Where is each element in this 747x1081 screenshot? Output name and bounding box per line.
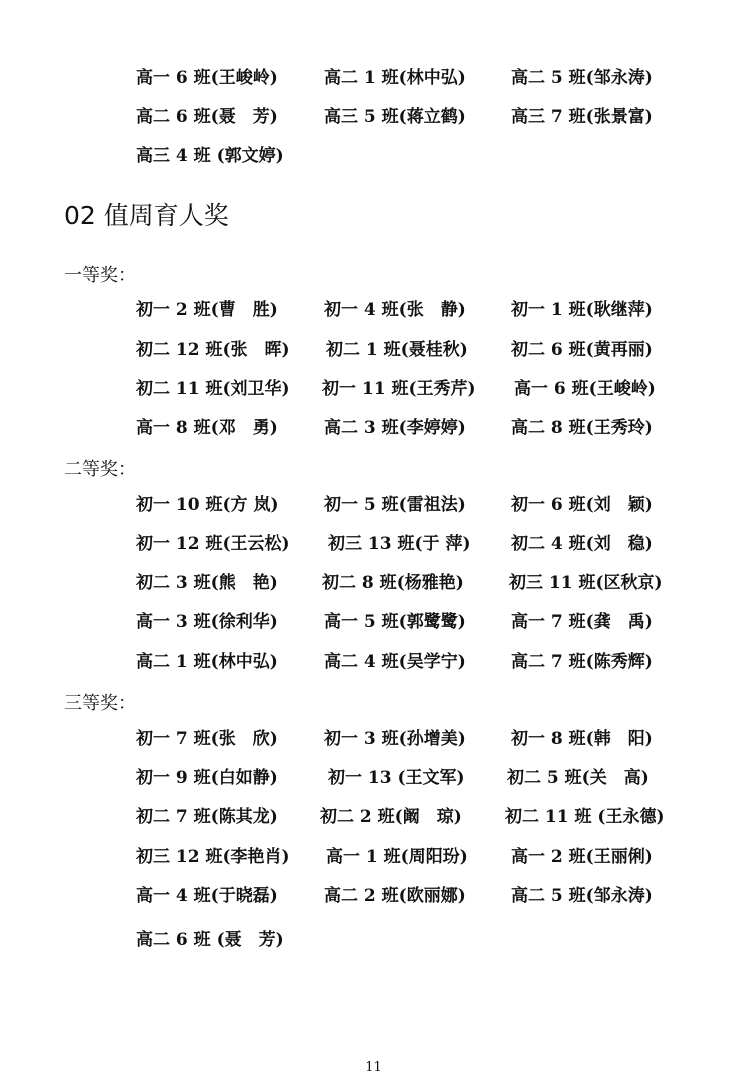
second-prize-row — [0, 607, 747, 637]
class-entry: 高二 5 班(邹永涛) — [511, 68, 653, 88]
class-entry: 初一 10 班(方 岚) — [136, 495, 279, 515]
class-entry: 初一 3 班(孙增美) — [324, 729, 466, 749]
page-number: 11 — [365, 1060, 382, 1075]
first-prize-row — [0, 295, 747, 325]
class-entry: 初一 4 班(张 静) — [324, 300, 466, 320]
class-entry: 初二 3 班(熊 艳) — [136, 573, 278, 593]
class-entry: 初二 2 班(阚 琼) — [320, 807, 462, 827]
intro-row — [0, 102, 747, 132]
class-entry: 高二 1 班(林中弘) — [324, 68, 466, 88]
class-entry: 初一 12 班(王云松) — [136, 534, 290, 554]
class-entry: 高二 8 班(王秀玲) — [511, 418, 653, 438]
class-entry: 初一 13 (王文军) — [328, 768, 465, 788]
third-prize-row — [0, 802, 747, 832]
class-entry: 初三 11 班(区秋京) — [509, 573, 663, 593]
second-prize-row — [0, 568, 747, 598]
class-entry: 初二 6 班(黄再丽) — [511, 340, 653, 360]
class-entry: 高二 3 班(李婷婷) — [324, 418, 466, 438]
class-entry: 初二 11 班(刘卫华) — [136, 379, 290, 399]
class-entry: 高二 1 班(林中弘) — [136, 652, 278, 672]
first-prize-row — [0, 335, 747, 365]
first-prize-label: 一等奖： — [64, 265, 136, 286]
class-entry: 高二 6 班(聂 芳) — [136, 107, 278, 127]
third-prize-label: 三等奖： — [64, 693, 136, 714]
intro-row — [0, 141, 747, 171]
class-entry: 高一 4 班(于晓磊) — [136, 886, 278, 906]
class-entry: 高三 7 班(张景富) — [511, 107, 653, 127]
class-entry: 初一 6 班(刘 颖) — [511, 495, 653, 515]
class-entry: 高二 7 班(陈秀辉) — [511, 652, 653, 672]
second-prize-row — [0, 647, 747, 677]
third-prize-row — [0, 763, 747, 793]
class-entry: 初二 5 班(关 高) — [507, 768, 649, 788]
second-prize-row — [0, 490, 747, 520]
class-entry: 高一 8 班(邓 勇) — [136, 418, 278, 438]
class-entry: 初一 2 班(曹 胜) — [136, 300, 278, 320]
class-entry: 高一 5 班(郭鹭鹭) — [324, 612, 466, 632]
first-prize-row — [0, 413, 747, 443]
class-entry: 高二 4 班(吴学宁) — [324, 652, 466, 672]
third-prize-row — [0, 724, 747, 754]
class-entry: 初二 4 班(刘 稳) — [511, 534, 653, 554]
class-entry: 高二 2 班(欧丽娜) — [324, 886, 466, 906]
class-entry: 初二 8 班(杨雅艳) — [322, 573, 464, 593]
second-prize-row — [0, 529, 747, 559]
class-entry: 初三 13 班(于 萍) — [328, 534, 471, 554]
class-entry: 初三 12 班(李艳肖) — [136, 847, 290, 867]
class-entry: 初一 1 班(耿继萍) — [511, 300, 653, 320]
second-prize-label: 二等奖： — [64, 459, 136, 480]
class-entry: 初一 7 班(张 欣) — [136, 729, 278, 749]
class-entry: 高一 7 班(龚 禹) — [511, 612, 653, 632]
class-entry: 高一 3 班(徐利华) — [136, 612, 278, 632]
third-prize-row — [0, 881, 747, 911]
intro-row — [0, 63, 747, 93]
first-prize-row — [0, 374, 747, 404]
class-entry: 高二 6 班 (聂 芳) — [136, 930, 284, 950]
class-entry: 初一 5 班(雷祖法) — [324, 495, 466, 515]
class-entry: 高一 6 班(王峻岭) — [136, 68, 278, 88]
section-title: 02 值周育人奖 — [64, 201, 229, 230]
class-entry: 初二 1 班(聂桂秋) — [326, 340, 468, 360]
third-prize-row — [0, 842, 747, 872]
class-entry: 高二 5 班(邹永涛) — [511, 886, 653, 906]
class-entry: 初二 11 班 (王永德) — [505, 807, 665, 827]
class-entry: 高一 2 班(王丽俐) — [511, 847, 653, 867]
class-entry: 初二 12 班(张 晖) — [136, 340, 290, 360]
class-entry: 高三 4 班 (郭文婷) — [136, 146, 284, 166]
class-entry: 高三 5 班(蒋立鹤) — [324, 107, 466, 127]
class-entry: 初一 11 班(王秀芹) — [322, 379, 476, 399]
class-entry: 高一 1 班(周阳玢) — [326, 847, 468, 867]
class-entry: 高一 6 班(王峻岭) — [514, 379, 656, 399]
third-prize-row — [0, 925, 747, 955]
class-entry: 初一 8 班(韩 阳) — [511, 729, 653, 749]
class-entry: 初二 7 班(陈其龙) — [136, 807, 278, 827]
class-entry: 初一 9 班(白如静) — [136, 768, 278, 788]
